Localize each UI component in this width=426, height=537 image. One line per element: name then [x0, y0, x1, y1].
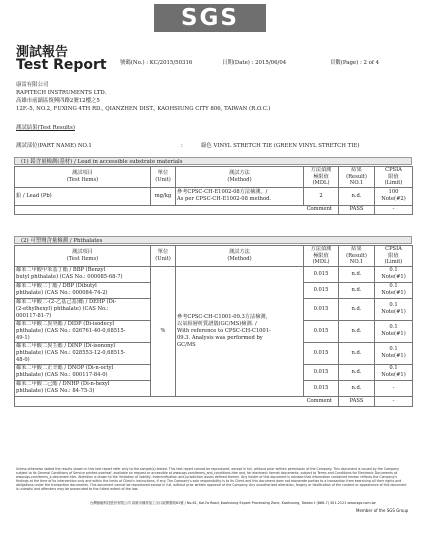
didp-limit: 0.1 Note(#1): [375, 320, 413, 342]
title-zh: 測試報告: [16, 45, 69, 60]
page-number: 頁數(Page) : 2 of 4: [330, 60, 379, 66]
sgs-logo: SGS: [154, 4, 266, 32]
header-unit: 單位 (Unit): [151, 167, 176, 188]
dehp-mdl: 0.015: [304, 298, 339, 320]
company-address-en: 12F.-5, NO.2, FUXING 4TH RD., QIANZHEN DIST., KAOHSIUNG CITY 806, TAIWAN (R.O.C.): [16, 106, 271, 112]
header-result: 結果 (Result) NO.1: [339, 246, 375, 267]
header-limit: CPSIA 限值 (Limit): [375, 246, 413, 267]
part-colon: :: [181, 143, 183, 149]
dinp-result: n.d.: [339, 342, 375, 364]
phthalates-unit: %: [151, 266, 176, 396]
dinp-item: 鄰苯二甲酸二異壬酯 / DINP (Di-isononyl phthalate) (CAS No.: 028553-12-0,68515- 48-0): [15, 342, 151, 364]
header-unit: 單位 (Unit): [151, 246, 176, 267]
section-phthalates-title: (2) 可塑劑含量檢測 / Phthalates: [14, 236, 412, 244]
header-limit: CPSIA 限值 (Limit): [375, 167, 413, 188]
dehp-limit: 0.1 Note(#1): [375, 298, 413, 320]
comment-limit: -: [375, 396, 413, 406]
phthalates-method: 參考CPSC-CH-C1001-09.3方法檢測, 以氣相層析質譜儀(GC/MS)檢測. / With reference to CPSC-CH-C1001- 09.3. Analysis was performed by GC/MS: [176, 266, 304, 396]
title-en: Test Report: [16, 57, 107, 73]
bbp-item: 鄰苯二甲酸甲苯基丁酯 / BBP (Benzyl butyl phthalate) (CAS No.: 000085-68-7): [15, 266, 151, 282]
lead-method: 參考CPSC-CH-E1002-08方法檢測。/ As per CPSC-CH-E1002-08 method.: [176, 187, 304, 205]
bbp-result: n.d.: [339, 266, 375, 282]
phthalates-header-row: [15, 246, 413, 267]
comment-label: Comment: [15, 396, 339, 406]
header-test-items: 測試項目 (Test Items): [15, 167, 151, 188]
dnop-result: n.d.: [339, 364, 375, 380]
header-mdl: 方法偵測 極限值 (MDL): [304, 246, 339, 267]
dehp-result: n.d.: [339, 298, 375, 320]
lead-unit: mg/kg: [151, 187, 176, 205]
dnhp-mdl: 0.015: [304, 380, 339, 396]
dnhp-limit: -: [375, 380, 413, 396]
bbp-limit: 0.1 Note(#1): [375, 266, 413, 282]
dnhp-item: 鄰苯二甲酸二己酯 / DNHP (Di-n-hexyl phthalate) (CAS No.: 84-75-3): [15, 380, 151, 396]
report-date: 日期(Date) : 2015/06/04: [222, 60, 287, 66]
company-address-zh: 高雄市前鎮區復興四路2號12樓之5: [16, 98, 100, 104]
header-test-items: 測試項目 (Test Items): [15, 246, 151, 267]
company-block: [16, 81, 270, 113]
lead-item: 鉛 / Lead (Pb): [15, 187, 151, 205]
didp-result: n.d.: [339, 320, 375, 342]
dbp-limit: 0.1 Note(#1): [375, 282, 413, 298]
comment-limit: -: [375, 205, 413, 214]
dinp-limit: 0.1 Note(#1): [375, 342, 413, 364]
comment-row: [15, 205, 413, 214]
dnop-mdl: 0.015: [304, 364, 339, 380]
table-row: [15, 266, 413, 282]
didp-item: 鄰苯二甲酸二異癸酯 / DIDP (Di-isodecyl phthalate) (CAS No.: 026761-40-0,68515- 49-1): [15, 320, 151, 342]
company-name-zh: 康雷有限公司: [16, 82, 49, 88]
comment-result: PASS: [339, 396, 375, 406]
lead-table: [14, 166, 413, 215]
header-mdl: 方法偵測 極限值 (MDL): [304, 167, 339, 188]
section-lead-title: (1) 鉛含量檢測(基材) / Lead in accessible substrate materials: [14, 157, 412, 165]
footer-address: 台灣檢驗科技股份有限公司 高雄市楠梓加工出口區開發路61號 / No.61, Kai-Fa Road, Kaohsiung Export Processing Zone, Kaohsiung, Taiwan t (886-7) 301-2121 www.sgs.com.tw: [90, 501, 376, 505]
dbp-mdl: 0.015: [304, 282, 339, 298]
part-label: 測試部位(PART NAME) NO.1: [16, 143, 92, 149]
part-value: 綠色 VINYL STRETCH TIE (GREEN VINYL STRETCH TIE): [201, 143, 360, 149]
report-number: 號碼(No.) : KC/2015/50316: [120, 60, 193, 66]
legal-disclaimer: Unless otherwise stated the results shown in this test report refer only to the sample(s) tested. This test report cannot be reproduced, except in full, without prior written permission of the Company. This document is issued by the Company subject to its General Conditions of Service printed overleaf, available on request or accessible at www.sgs.com/terms_and_conditions.htm and, for electronic format documents, subject to Terms and Conditions for Electronic Documents at www.sgs.com/terms_e-document.htm. Attention is drawn to the limitation of liability, indemnification and jurisdiction issues defined therein. Any holder of this document is advised that information contained hereon reflects the Company's findings at the time of its intervention only and within the limits of Client's instructions, if any. The Company's sole responsibility is to its Client and this document does not exonerate parties to a transaction from exercising all their rights and obligations under the transaction documents. This document cannot be reproduced except in full, without prior written approval of the Company. Any unauthorized alteration, forgery or falsification of the content or appearance of this document is unlawful and offenders may be prosecuted to the fullest extent of the law.: [16, 467, 407, 491]
dnop-item: 鄰苯二甲酸二正辛酯 / DNOP (Di-n-octyl phthalate) (CAS No.: 000117-84-0): [15, 364, 151, 380]
lead-limit: 100 Note(#2): [375, 187, 413, 205]
dehp-item: 鄰苯二甲酸二-(2-乙基己基)酯 / DEHP (Di- (2-ethylhexyl) phthalate) (CAS No.: 000117-81-7): [15, 298, 151, 320]
bbp-mdl: 0.015: [304, 266, 339, 282]
part-line: [16, 141, 359, 149]
dinp-mdl: 0.015: [304, 342, 339, 364]
dnhp-result: n.d.: [339, 380, 375, 396]
comment-label: Comment: [15, 205, 339, 214]
header-method: 測試方法 (Method): [176, 246, 304, 267]
header-result: 結果 (Result) NO.1: [339, 167, 375, 188]
lead-result: n.d.: [339, 187, 375, 205]
lead-header-row: [15, 167, 413, 188]
dnop-limit: 0.1 Note(#1): [375, 364, 413, 380]
company-name-en: RAPITECH INSTRUMENTS LTD.: [16, 90, 107, 96]
lead-mdl: 2: [304, 187, 339, 205]
comment-row: [15, 396, 413, 406]
phthalates-table: [14, 245, 413, 407]
table-row: [15, 187, 413, 205]
comment-result: PASS: [339, 205, 375, 214]
didp-mdl: 0.015: [304, 320, 339, 342]
dbp-result: n.d.: [339, 282, 375, 298]
dbp-item: 鄰苯二甲酸二丁酯 / DBP (Dibutyl phthalate) (CAS No.: 000084-74-2): [15, 282, 151, 298]
results-title: 測試結果(Test Results): [16, 125, 75, 131]
header-method: 測試方法 (Method): [176, 167, 304, 188]
sgs-group-member: Member of the SGS Group: [356, 508, 409, 513]
